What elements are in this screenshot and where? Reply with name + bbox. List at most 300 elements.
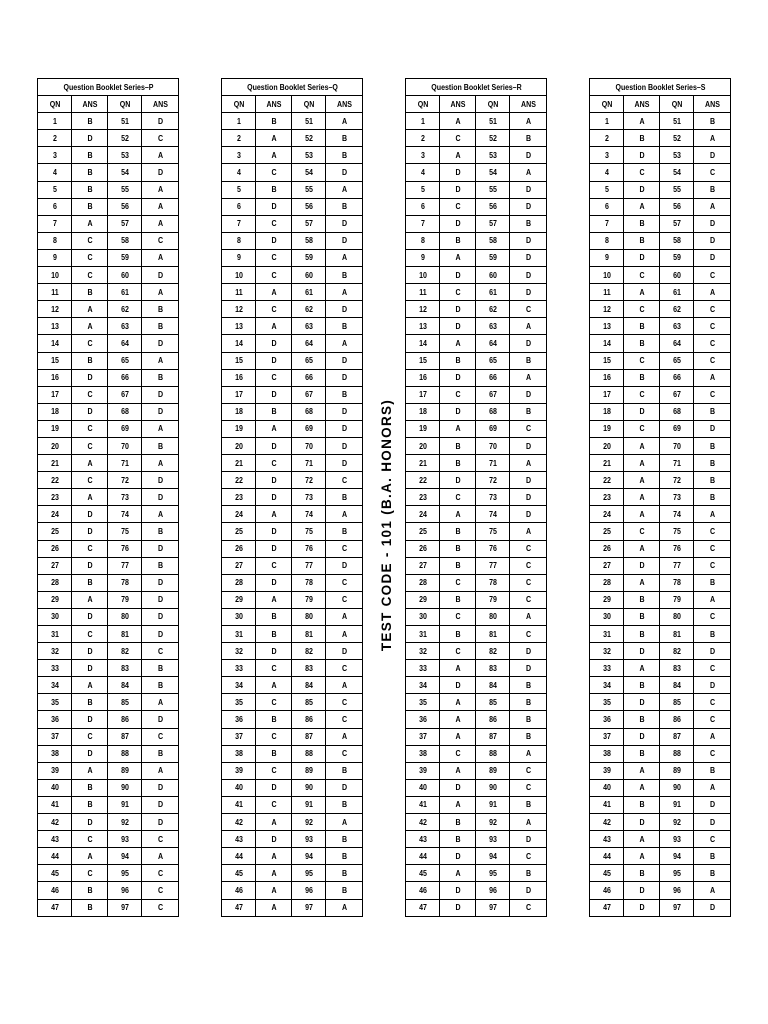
question-number: 18 [224, 403, 254, 420]
question-number: 56 [294, 198, 324, 215]
question-number: 61 [662, 284, 692, 301]
answer-cell: C [144, 899, 177, 916]
table-row [222, 455, 363, 472]
question-number: 15 [408, 352, 438, 369]
answer-cell: C [442, 608, 474, 625]
table-row [406, 814, 547, 831]
question-number: 85 [294, 694, 324, 711]
answer-cell: C [626, 523, 658, 540]
answer-cell: B [442, 831, 474, 848]
table-row [222, 643, 363, 660]
table-row [590, 865, 731, 882]
answer-key-table-q [221, 78, 363, 917]
table-row [222, 745, 363, 762]
question-number: 66 [110, 369, 140, 386]
table-row [38, 711, 179, 728]
answer-cell: A [144, 420, 177, 437]
question-number: 65 [294, 352, 324, 369]
answer-cell: C [442, 489, 474, 506]
table-row [590, 267, 731, 284]
question-number: 29 [408, 591, 438, 608]
question-number: 96 [110, 882, 140, 899]
table-row [590, 403, 731, 420]
question-number: 13 [224, 318, 254, 335]
answer-cell: A [144, 249, 177, 266]
question-number: 84 [478, 677, 508, 694]
table-row [222, 318, 363, 335]
question-number: 88 [478, 745, 508, 762]
answer-cell: A [258, 814, 290, 831]
answer-cell: D [442, 779, 474, 796]
question-number: 3 [224, 147, 254, 164]
question-number: 34 [592, 677, 622, 694]
question-number: 86 [478, 711, 508, 728]
answer-cell: B [626, 369, 658, 386]
answer-cell: D [328, 369, 361, 386]
answer-cell: A [74, 677, 106, 694]
question-number: 55 [110, 181, 140, 198]
question-number: 27 [40, 557, 70, 574]
question-number: 77 [110, 557, 140, 574]
question-number: 52 [110, 130, 140, 147]
answer-cell: B [144, 369, 177, 386]
answer-cell: D [144, 608, 177, 625]
answer-cell: B [626, 796, 658, 813]
table-row [222, 284, 363, 301]
answer-cell: D [512, 489, 545, 506]
column-header: ANS [626, 96, 658, 113]
question-number: 32 [40, 643, 70, 660]
answer-cell: A [512, 113, 545, 130]
answer-cell: A [512, 164, 545, 181]
question-number: 88 [110, 745, 140, 762]
question-number: 94 [662, 848, 692, 865]
answer-cell: B [626, 677, 658, 694]
question-number: 13 [40, 318, 70, 335]
question-number: 30 [592, 608, 622, 625]
table-row [38, 437, 179, 454]
question-number: 7 [224, 215, 254, 232]
answer-cell: D [328, 403, 361, 420]
question-number: 30 [408, 608, 438, 625]
answer-cell: A [512, 318, 545, 335]
answer-cell: C [696, 301, 729, 318]
question-number: 25 [408, 523, 438, 540]
answer-cell: C [512, 899, 545, 916]
answer-cell: B [328, 489, 361, 506]
question-number: 58 [294, 232, 324, 249]
table-row [222, 130, 363, 147]
answer-cell: D [258, 643, 290, 660]
answer-cell: A [144, 352, 177, 369]
answer-cell: A [442, 113, 474, 130]
table-row [38, 694, 179, 711]
answer-cell: D [144, 113, 177, 130]
question-number: 32 [408, 643, 438, 660]
question-number: 55 [294, 181, 324, 198]
table-row [590, 626, 731, 643]
answer-cell: D [442, 215, 474, 232]
answer-cell: B [144, 660, 177, 677]
table-row [590, 899, 731, 916]
question-number: 25 [224, 523, 254, 540]
question-number: 13 [408, 318, 438, 335]
question-number: 16 [224, 369, 254, 386]
answer-cell: A [144, 506, 177, 523]
answer-cell: B [696, 113, 729, 130]
answer-cell: D [258, 540, 290, 557]
answer-cell: A [328, 181, 361, 198]
answer-cell: C [696, 608, 729, 625]
question-number: 88 [662, 745, 692, 762]
answer-key-table-r [405, 78, 547, 917]
answer-cell: A [74, 455, 106, 472]
answer-cell: C [74, 335, 106, 352]
question-number: 60 [662, 267, 692, 284]
answer-cell: D [696, 215, 729, 232]
answer-cell: C [442, 643, 474, 660]
table-row [38, 814, 179, 831]
answer-cell: B [626, 232, 658, 249]
question-number: 21 [408, 455, 438, 472]
table-row [406, 506, 547, 523]
table-row [222, 352, 363, 369]
answer-cell: B [512, 215, 545, 232]
table-row [590, 557, 731, 574]
answer-cell: D [442, 882, 474, 899]
question-number: 54 [294, 164, 324, 181]
table-row [222, 301, 363, 318]
question-number: 66 [478, 369, 508, 386]
answer-cell: B [442, 626, 474, 643]
question-number: 23 [592, 489, 622, 506]
table-row [590, 540, 731, 557]
answer-cell: A [328, 677, 361, 694]
question-number: 34 [224, 677, 254, 694]
table-row [222, 113, 363, 130]
question-number: 91 [294, 796, 324, 813]
answer-cell: B [442, 540, 474, 557]
table-row [590, 745, 731, 762]
table-row [38, 574, 179, 591]
answer-cell: B [696, 762, 729, 779]
question-number: 86 [294, 711, 324, 728]
answer-cell: C [74, 728, 106, 745]
answer-cell: A [696, 882, 729, 899]
question-number: 9 [224, 249, 254, 266]
question-number: 64 [294, 335, 324, 352]
answer-cell: A [144, 181, 177, 198]
question-number: 68 [294, 403, 324, 420]
answer-cell: B [512, 728, 545, 745]
answer-cell: A [442, 796, 474, 813]
answer-cell: B [74, 694, 106, 711]
table-row [590, 420, 731, 437]
answer-cell: B [328, 130, 361, 147]
table-title-row [38, 79, 179, 96]
answer-cell: C [74, 831, 106, 848]
question-number: 27 [408, 557, 438, 574]
table-row [222, 882, 363, 899]
column-header: QN [40, 96, 70, 113]
answer-cell: B [442, 591, 474, 608]
answer-cell: B [626, 318, 658, 335]
question-number: 64 [110, 335, 140, 352]
question-number: 12 [592, 301, 622, 318]
table-row [222, 267, 363, 284]
question-number: 61 [478, 284, 508, 301]
question-number: 74 [110, 506, 140, 523]
question-number: 83 [110, 660, 140, 677]
answer-cell: C [328, 694, 361, 711]
column-header-row [38, 96, 179, 113]
question-number: 23 [40, 489, 70, 506]
answer-cell: A [696, 369, 729, 386]
answer-cell: B [258, 626, 290, 643]
answer-cell: C [696, 540, 729, 557]
question-number: 97 [662, 899, 692, 916]
answer-cell: B [442, 232, 474, 249]
answer-cell: A [258, 420, 290, 437]
question-number: 68 [478, 403, 508, 420]
question-number: 52 [294, 130, 324, 147]
answer-cell: D [512, 267, 545, 284]
answer-cell: A [626, 284, 658, 301]
table-row [222, 335, 363, 352]
question-number: 70 [478, 437, 508, 454]
question-number: 13 [592, 318, 622, 335]
question-number: 30 [40, 608, 70, 625]
answer-cell: C [696, 386, 729, 403]
question-number: 51 [294, 113, 324, 130]
answer-cell: D [74, 506, 106, 523]
question-number: 24 [592, 506, 622, 523]
table-row [590, 335, 731, 352]
table-row [222, 779, 363, 796]
table-row [590, 386, 731, 403]
question-number: 74 [294, 506, 324, 523]
question-number: 14 [224, 335, 254, 352]
question-number: 60 [110, 267, 140, 284]
answer-cell: C [442, 745, 474, 762]
answer-cell: C [512, 762, 545, 779]
answer-cell: C [144, 728, 177, 745]
answer-cell: D [144, 489, 177, 506]
answer-cell: A [328, 113, 361, 130]
question-number: 26 [40, 540, 70, 557]
answer-cell: A [144, 762, 177, 779]
question-number: 86 [110, 711, 140, 728]
answer-cell: C [512, 420, 545, 437]
question-number: 54 [662, 164, 692, 181]
answer-cell: D [512, 284, 545, 301]
question-number: 51 [478, 113, 508, 130]
answer-cell: A [328, 608, 361, 625]
question-number: 42 [40, 814, 70, 831]
table-row [406, 711, 547, 728]
question-number: 33 [224, 660, 254, 677]
question-number: 7 [408, 215, 438, 232]
question-number: 94 [294, 848, 324, 865]
answer-cell: C [696, 557, 729, 574]
table-row [406, 232, 547, 249]
table-row [590, 352, 731, 369]
answer-cell: C [626, 420, 658, 437]
question-number: 34 [408, 677, 438, 694]
table-row [38, 728, 179, 745]
table-row [38, 215, 179, 232]
answer-cell: C [442, 284, 474, 301]
question-number: 79 [110, 591, 140, 608]
answer-cell: B [442, 557, 474, 574]
question-number: 70 [110, 437, 140, 454]
answer-cell: B [74, 284, 106, 301]
question-number: 4 [224, 164, 254, 181]
answer-cell: A [74, 762, 106, 779]
question-number: 39 [224, 762, 254, 779]
answer-cell: D [74, 130, 106, 147]
table-row [590, 728, 731, 745]
table-row [38, 779, 179, 796]
question-number: 6 [592, 198, 622, 215]
question-number: 17 [408, 386, 438, 403]
table-row [38, 403, 179, 420]
answer-cell: C [696, 523, 729, 540]
question-number: 45 [592, 865, 622, 882]
answer-cell: D [74, 403, 106, 420]
question-number: 60 [478, 267, 508, 284]
answer-cell: D [512, 249, 545, 266]
answer-cell: A [144, 215, 177, 232]
answer-cell: D [328, 164, 361, 181]
answer-cell: D [328, 557, 361, 574]
booklet-series-title: Question Booklet Series–R [414, 79, 538, 96]
question-number: 85 [478, 694, 508, 711]
question-number: 77 [662, 557, 692, 574]
question-number: 67 [662, 386, 692, 403]
question-number: 14 [592, 335, 622, 352]
answer-cell: C [144, 130, 177, 147]
question-number: 57 [294, 215, 324, 232]
answer-cell: C [258, 557, 290, 574]
answer-cell: D [696, 677, 729, 694]
answer-cell: D [144, 796, 177, 813]
question-number: 91 [662, 796, 692, 813]
table-row [38, 848, 179, 865]
answer-cell: D [258, 523, 290, 540]
answer-cell: B [258, 181, 290, 198]
question-number: 69 [294, 420, 324, 437]
question-number: 81 [110, 626, 140, 643]
answer-cell: C [258, 762, 290, 779]
question-number: 36 [592, 711, 622, 728]
answer-cell: C [258, 249, 290, 266]
question-number: 24 [224, 506, 254, 523]
question-number: 47 [408, 899, 438, 916]
question-number: 10 [592, 267, 622, 284]
table-row [38, 318, 179, 335]
question-number: 76 [662, 540, 692, 557]
answer-cell: B [328, 198, 361, 215]
question-number: 38 [224, 745, 254, 762]
question-number: 84 [662, 677, 692, 694]
answer-cell: B [442, 352, 474, 369]
question-number: 46 [224, 882, 254, 899]
table-row [38, 284, 179, 301]
question-number: 62 [294, 301, 324, 318]
question-number: 38 [40, 745, 70, 762]
question-number: 19 [224, 420, 254, 437]
table-title-row [590, 79, 731, 96]
question-number: 8 [40, 232, 70, 249]
table-row [590, 608, 731, 625]
question-number: 79 [294, 591, 324, 608]
table-row [222, 899, 363, 916]
answer-cell: B [144, 301, 177, 318]
table-title-row [406, 79, 547, 96]
question-number: 59 [294, 249, 324, 266]
table-row [590, 301, 731, 318]
column-header: QN [224, 96, 254, 113]
question-number: 88 [294, 745, 324, 762]
table-row [222, 147, 363, 164]
question-number: 29 [592, 591, 622, 608]
answer-cell: A [258, 318, 290, 335]
question-number: 31 [408, 626, 438, 643]
answer-cell: D [144, 335, 177, 352]
question-number: 46 [592, 882, 622, 899]
answer-cell: C [258, 215, 290, 232]
question-number: 19 [592, 420, 622, 437]
question-number: 29 [40, 591, 70, 608]
question-number: 73 [294, 489, 324, 506]
table-row [406, 540, 547, 557]
booklet-series-title: Question Booklet Series–Q [230, 79, 354, 96]
answer-cell: A [512, 608, 545, 625]
question-number: 97 [478, 899, 508, 916]
answer-cell: A [442, 249, 474, 266]
question-number: 37 [224, 728, 254, 745]
question-number: 33 [408, 660, 438, 677]
question-number: 71 [478, 455, 508, 472]
answer-cell: D [74, 523, 106, 540]
question-number: 41 [40, 796, 70, 813]
test-code-title: TEST CODE - 101 (B.A. HONORS) [379, 398, 394, 652]
answer-cell: A [626, 437, 658, 454]
table-row [406, 113, 547, 130]
question-number: 43 [224, 831, 254, 848]
question-number: 2 [40, 130, 70, 147]
question-number: 76 [478, 540, 508, 557]
table-row [222, 831, 363, 848]
table-row [38, 232, 179, 249]
question-number: 80 [294, 608, 324, 625]
question-number: 81 [294, 626, 324, 643]
question-number: 77 [478, 557, 508, 574]
table-row [406, 455, 547, 472]
table-row [406, 831, 547, 848]
answer-cell: D [512, 882, 545, 899]
answer-cell: C [74, 420, 106, 437]
answer-cell: B [328, 267, 361, 284]
question-number: 92 [662, 814, 692, 831]
answer-cell: D [258, 437, 290, 454]
answer-cell: D [258, 574, 290, 591]
question-number: 58 [110, 232, 140, 249]
answer-cell: A [144, 284, 177, 301]
answer-cell: D [626, 557, 658, 574]
answer-cell: A [442, 694, 474, 711]
